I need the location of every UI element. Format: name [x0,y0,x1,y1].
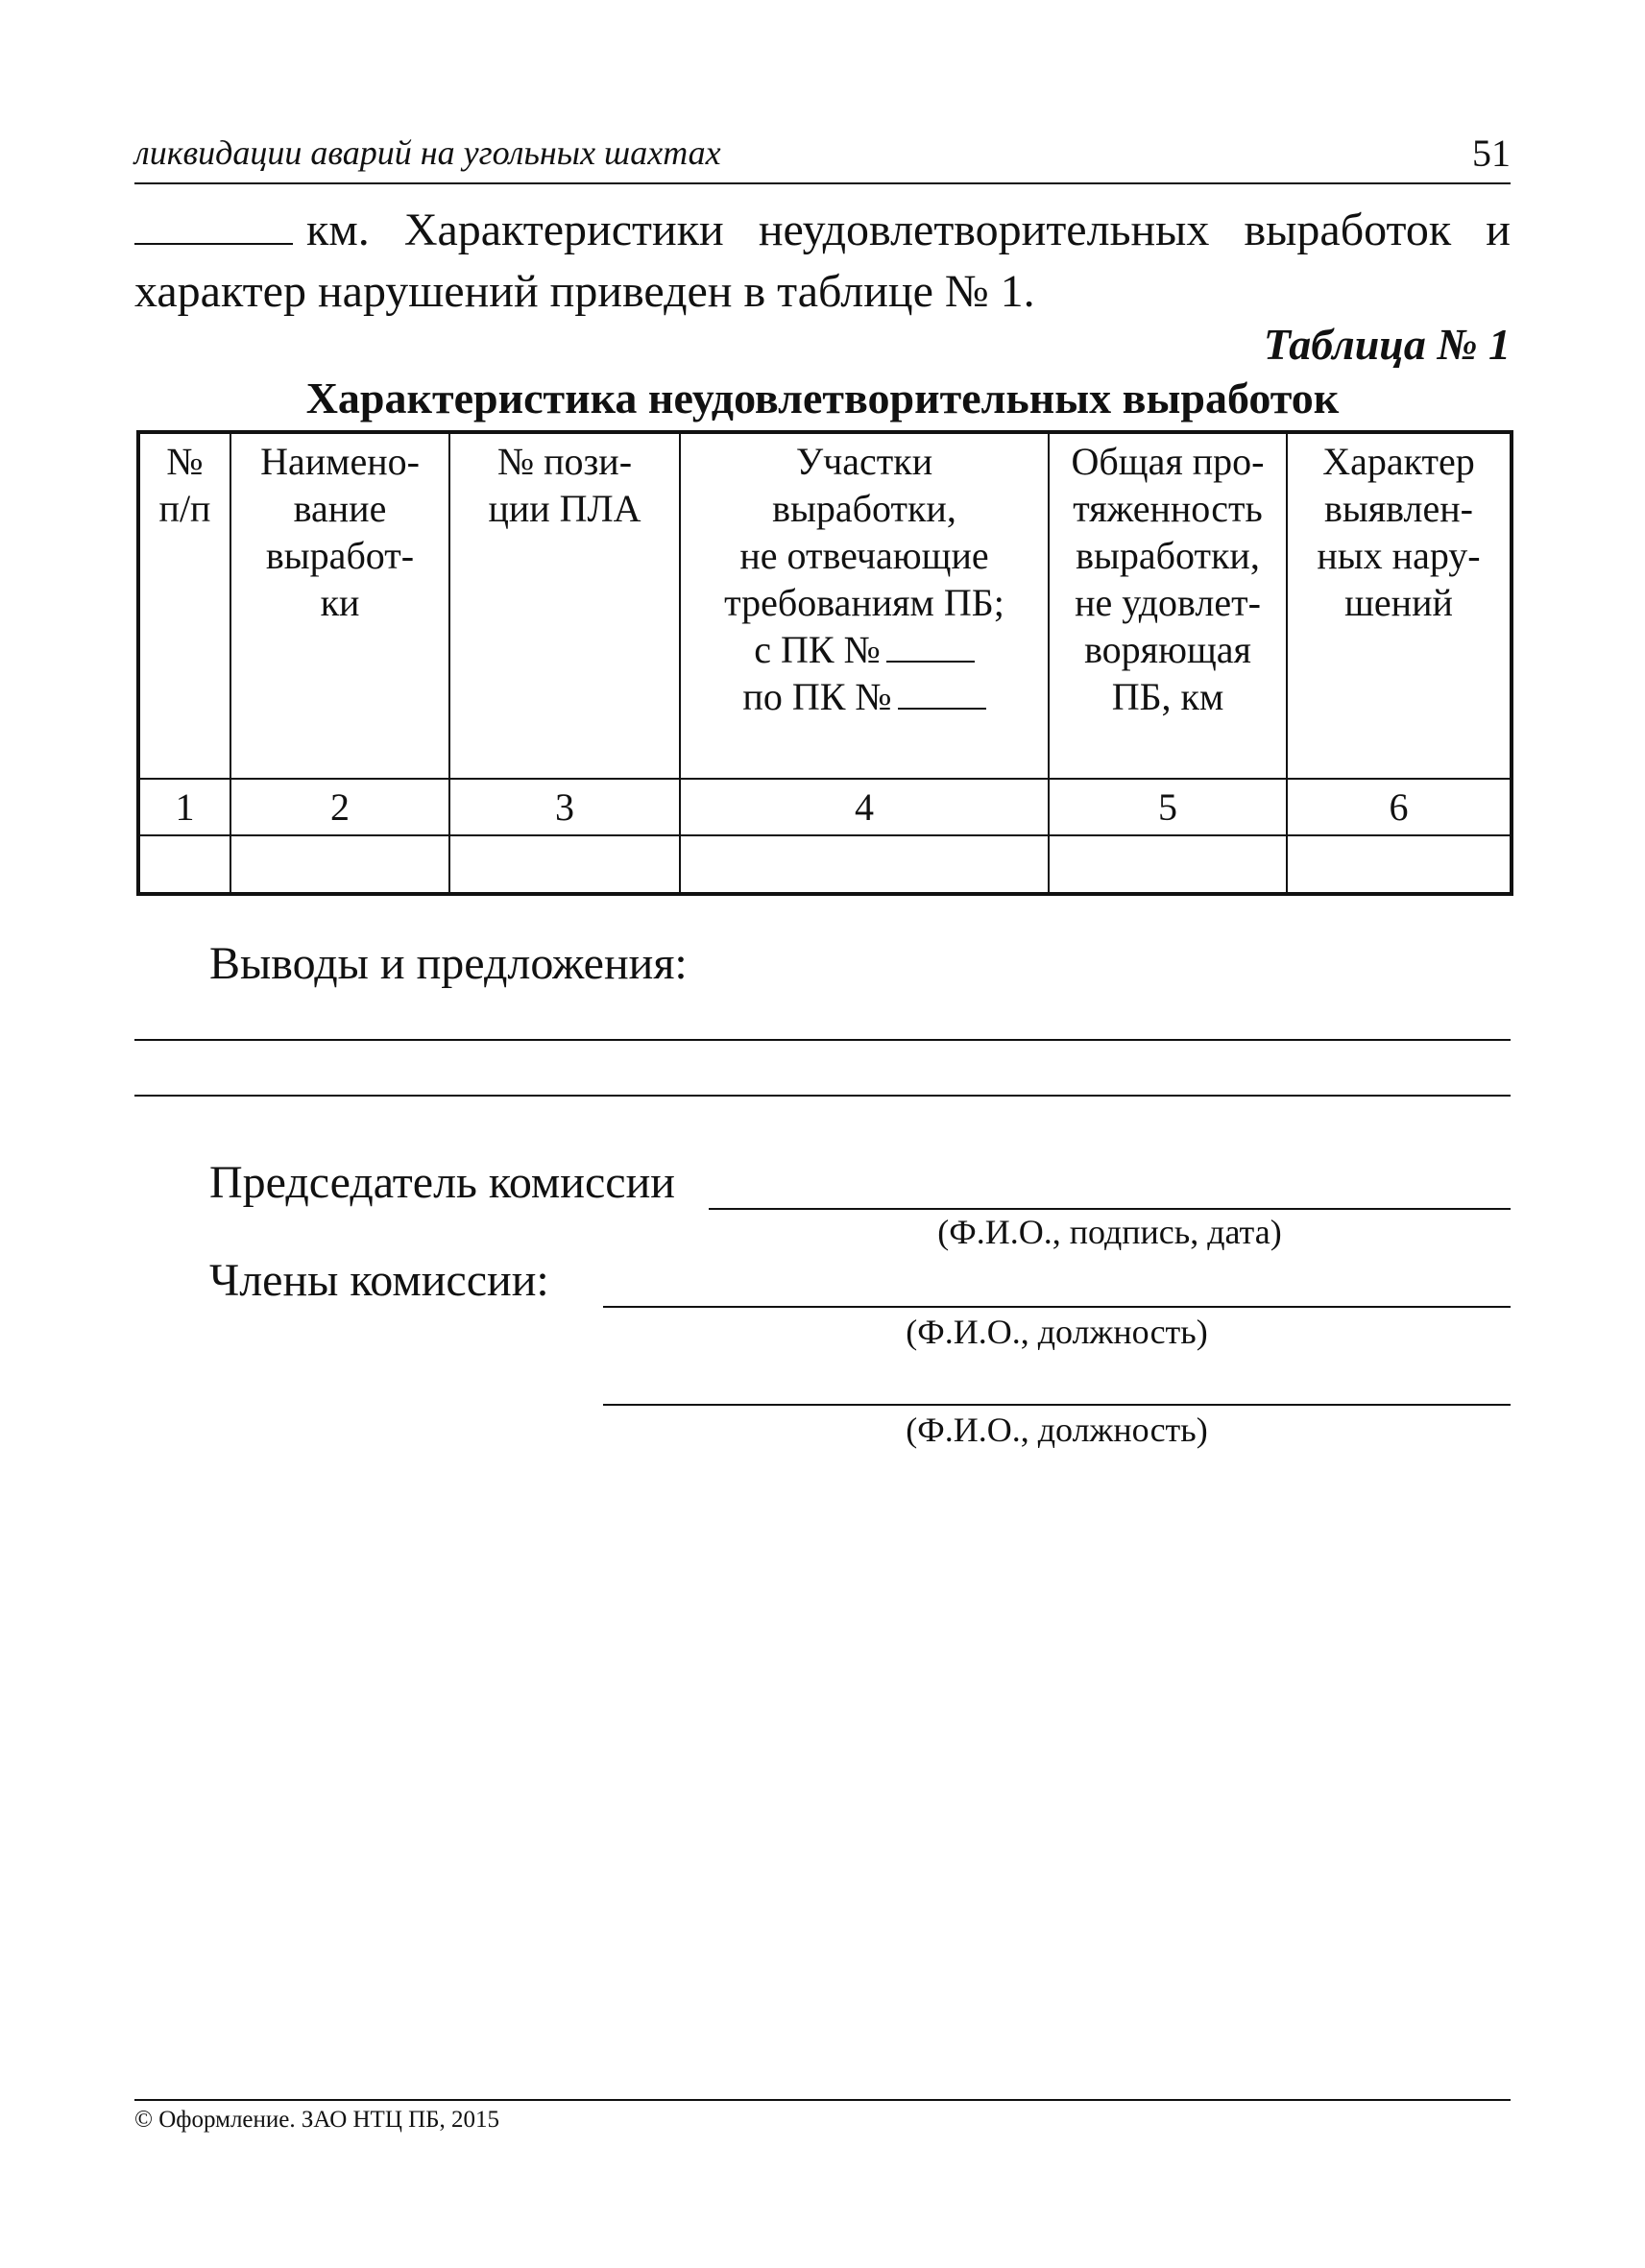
column-number: 6 [1287,779,1512,835]
conclusions-line-1[interactable] [134,1039,1511,1041]
empty-cell[interactable] [1049,835,1287,894]
empty-cell[interactable] [680,835,1049,894]
running-head: ликвидации аварий на угольных шахтах [134,133,721,172]
table-title: Характеристика неудовлетворительных выработок [305,374,1340,422]
header-rule [134,182,1511,184]
empty-data-row [138,835,1512,894]
column-number: 2 [230,779,449,835]
header-cell-position: № пози- ции ПЛА [449,432,680,779]
table-label: Таблица № 1 [1263,320,1511,369]
empty-cell[interactable] [138,835,230,894]
from-pk-blank [886,628,975,663]
table-header-row [138,432,1512,779]
member-signature-line-2[interactable] [603,1404,1511,1406]
member-signature-line-1[interactable] [603,1306,1511,1308]
footer-rule [134,2099,1511,2101]
column-number: 4 [680,779,1049,835]
header-cell-sections: Участки выработки, не отвечающие требованиям ПБ; с ПК № по ПК № [680,432,1049,779]
column-number: 1 [138,779,230,835]
members-label: Члены комиссии: [209,1255,549,1306]
from-pk-line: с ПК № [685,626,1044,673]
empty-cell[interactable] [449,835,680,894]
member-caption-2: (Ф.И.О., должность) [906,1411,1208,1449]
copyright: © Оформление. ЗАО НТЦ ПБ, 2015 [134,2107,500,2133]
member-caption-1: (Ф.И.О., должность) [906,1313,1208,1351]
chair-caption: (Ф.И.О., подпись, дата) [937,1213,1282,1251]
conclusions-label: Выводы и предложения: [209,938,688,989]
to-pk-line: по ПК № [685,673,1044,720]
header-cell-number: № п/п [138,432,230,779]
chair-signature-line[interactable] [709,1208,1511,1210]
empty-cell[interactable] [1287,835,1512,894]
header-cell-length: Общая про- тяженность выработки, не удовлет- воряющая ПБ, км [1049,432,1287,779]
header-cell-name: Наимено- вание выработ- ки [230,432,449,779]
column-number: 3 [449,779,680,835]
intro-paragraph [134,200,1511,323]
column-number: 5 [1049,779,1287,835]
workings-table [136,430,1513,896]
conclusions-line-2[interactable] [134,1095,1511,1097]
intro-text: км. Характеристики неудовлетворительных выработок и характер нарушений приведен в таблице № 1. [134,205,1511,317]
header-cell-violations: Характер выявлен- ных нару- шений [1287,432,1512,779]
page-number: 51 [1472,132,1511,175]
empty-cell[interactable] [230,835,449,894]
to-pk-blank [898,675,986,710]
distance-blank [134,201,293,245]
chair-label: Председатель комиссии [209,1157,675,1208]
column-number-row [138,779,1512,835]
